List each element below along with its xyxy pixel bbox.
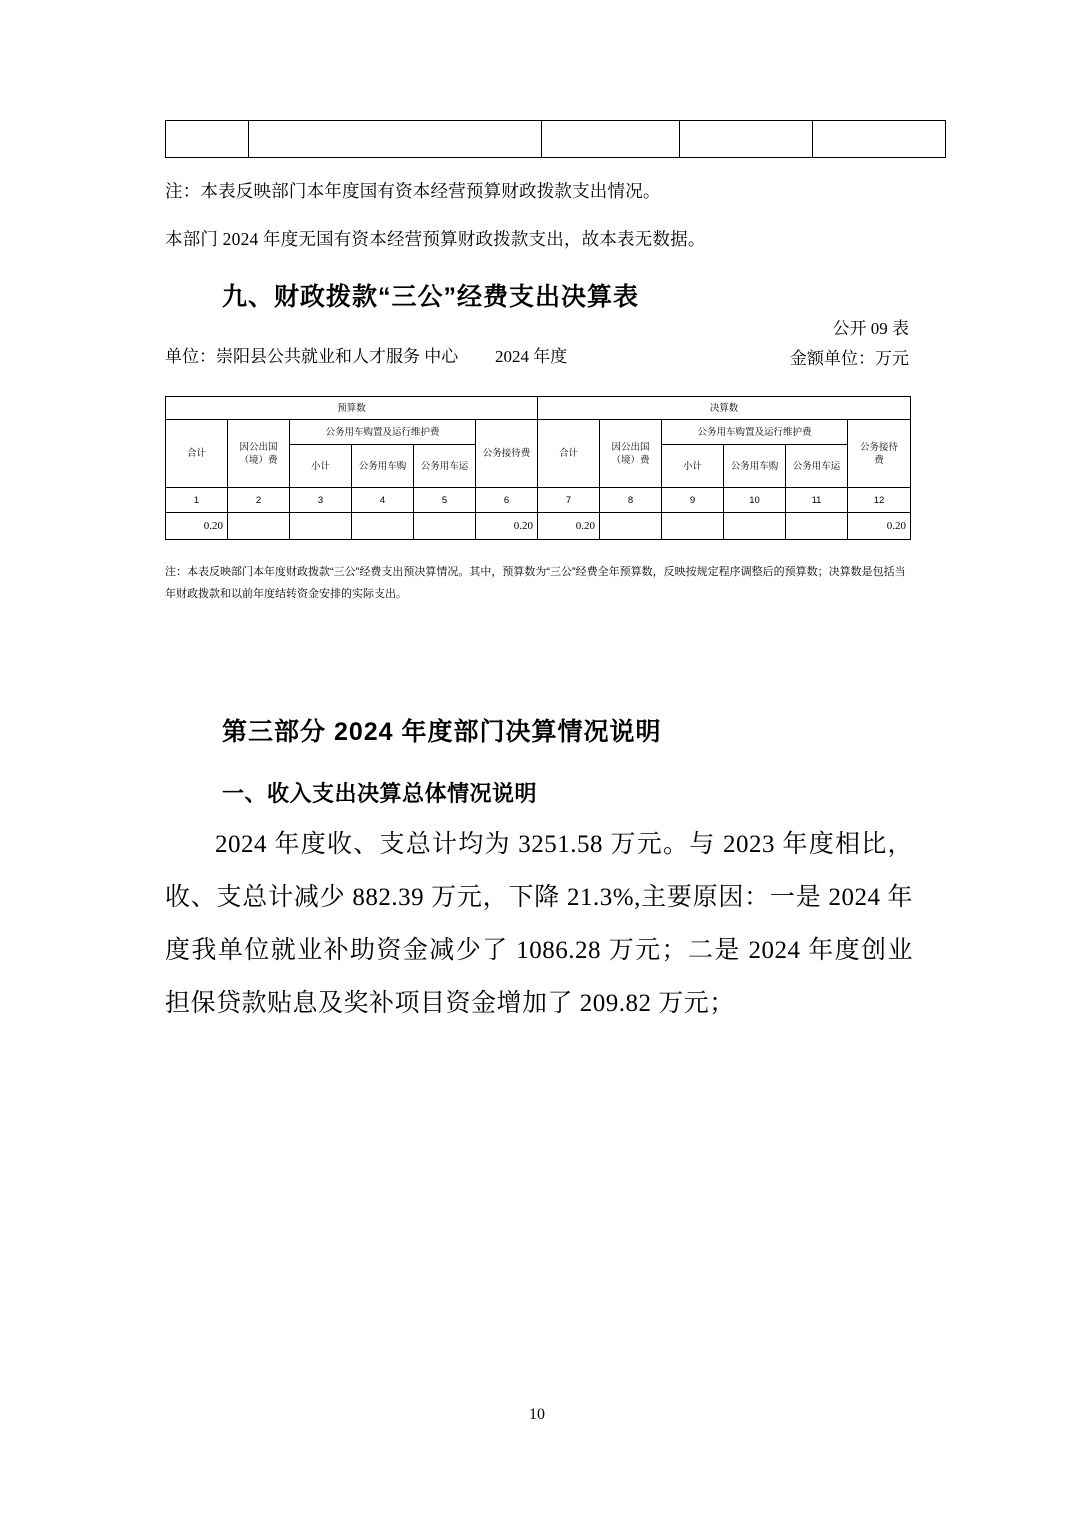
amount-unit: 金额单位：万元: [790, 349, 909, 368]
table-cell-value: [352, 513, 414, 540]
group-header-final: 决算数: [538, 397, 911, 420]
fiscal-year: 2024 年度: [495, 347, 568, 366]
page-number: 10: [529, 1406, 545, 1423]
table-cell: [249, 121, 542, 158]
table-group-header-row: [166, 397, 911, 420]
table-cell: [542, 121, 680, 158]
header-budget-abroad-line1: 因公出国: [239, 441, 278, 453]
col-num: 7: [538, 488, 600, 513]
table-subgroup-row: [166, 420, 911, 445]
table-column-number-row: [166, 488, 911, 513]
header-final-reception: [848, 420, 911, 488]
col-num: 11: [786, 488, 848, 513]
header-final-vehicle-buy: 公务用车购: [724, 445, 786, 488]
col-num: 2: [228, 488, 290, 513]
table-cell-value: [228, 513, 290, 540]
unit-label-line1: 单位：崇阳县公共就业和人才服务: [165, 347, 420, 366]
table-cell-value: [724, 513, 786, 540]
header-budget-vehicle-buy: 公务用车购: [352, 445, 414, 488]
col-num: 4: [352, 488, 414, 513]
note-text-2: 本部门 2024 年度无国有资本经营预算财政拨款支出，故本表无数据。: [165, 229, 706, 249]
table-row: [166, 121, 946, 158]
table-cell-value: [290, 513, 352, 540]
col-num: 10: [724, 488, 786, 513]
col-num: 3: [290, 488, 352, 513]
table-cell: [680, 121, 813, 158]
sangong-table: [165, 396, 911, 540]
table-cell-value: [662, 513, 724, 540]
table-cell-value: [414, 513, 476, 540]
header-final-reception-line1: 公务接待: [860, 441, 899, 453]
sangong-table-wrapper: [165, 396, 910, 540]
table-cell-value: 0.20: [166, 513, 228, 540]
table-value-row: [166, 513, 911, 540]
col-num: 1: [166, 488, 228, 513]
section-heading-nine: 九、财政拨款“三公”经费支出决算表: [222, 283, 640, 311]
header-final-abroad-line1: 因公出国: [611, 441, 650, 453]
part-three-subheading: 一、收入支出决算总体情况说明: [222, 781, 538, 806]
header-final-vehicle-group: 公务用车购置及运行维护费: [662, 420, 848, 445]
note-text-1: 注：本表反映部门本年度国有资本经营预算财政拨款支出情况。: [165, 181, 661, 201]
table-cell-value: 0.20: [848, 513, 911, 540]
header-final-total: 合计: [538, 420, 600, 488]
continued-table: [165, 120, 946, 158]
header-final-reception-line2: 费: [874, 454, 884, 466]
part-three-heading: 第三部分 2024 年度部门决算情况说明: [222, 718, 662, 746]
header-budget-abroad-line2: （境）费: [239, 454, 278, 466]
paragraph-text: 2024 年度收、支总计均为 3251.58 万元。与 2023 年度相比，收、支总计减少 882.39 万元，下降 21.3%,主要原因：一是 2024 年度我单位就业补助资金减少了 1086.28 万元；二是 2024 年度创业担保贷款贴息及奖补项目资金增加了 209.82 万元；: [165, 831, 913, 1017]
group-header-budget: 预算数: [166, 397, 538, 420]
col-num: 5: [414, 488, 476, 513]
header-budget-abroad: [228, 420, 290, 488]
unit-label-line2: 中心: [424, 347, 459, 366]
table-note: 注：本表反映部门本年度财政拨款“三公”经费支出预决算情况。其中，预算数为“三公”经费全年预算数，反映按规定程序调整后的预算数；决算数是包括当年财政拨款和以前年度结转资金安排的实际支出。: [165, 566, 906, 600]
table-cell-value: [600, 513, 662, 540]
col-num: 6: [476, 488, 538, 513]
col-num: 12: [848, 488, 911, 513]
header-budget-vehicle-run: 公务用车运: [414, 445, 476, 488]
header-final-abroad-line2: （境）费: [611, 454, 650, 466]
table-cell-value: 0.20: [476, 513, 538, 540]
form-code: 公开 09 表: [832, 319, 909, 338]
table-cell: [166, 121, 249, 158]
table-cell-value: 0.20: [538, 513, 600, 540]
header-final-vehicle-sub: 小计: [662, 445, 724, 488]
header-final-abroad: [600, 420, 662, 488]
header-budget-total: 合计: [166, 420, 228, 488]
header-budget-vehicle-group: 公务用车购置及运行维护费: [290, 420, 476, 445]
table-cell: [813, 121, 946, 158]
table-cell-value: [786, 513, 848, 540]
overview-paragraph: [165, 818, 913, 1030]
col-num: 8: [600, 488, 662, 513]
header-budget-vehicle-sub: 小计: [290, 445, 352, 488]
header-budget-reception: 公务接待费: [476, 420, 538, 488]
col-num: 9: [662, 488, 724, 513]
header-final-vehicle-run: 公务用车运: [786, 445, 848, 488]
